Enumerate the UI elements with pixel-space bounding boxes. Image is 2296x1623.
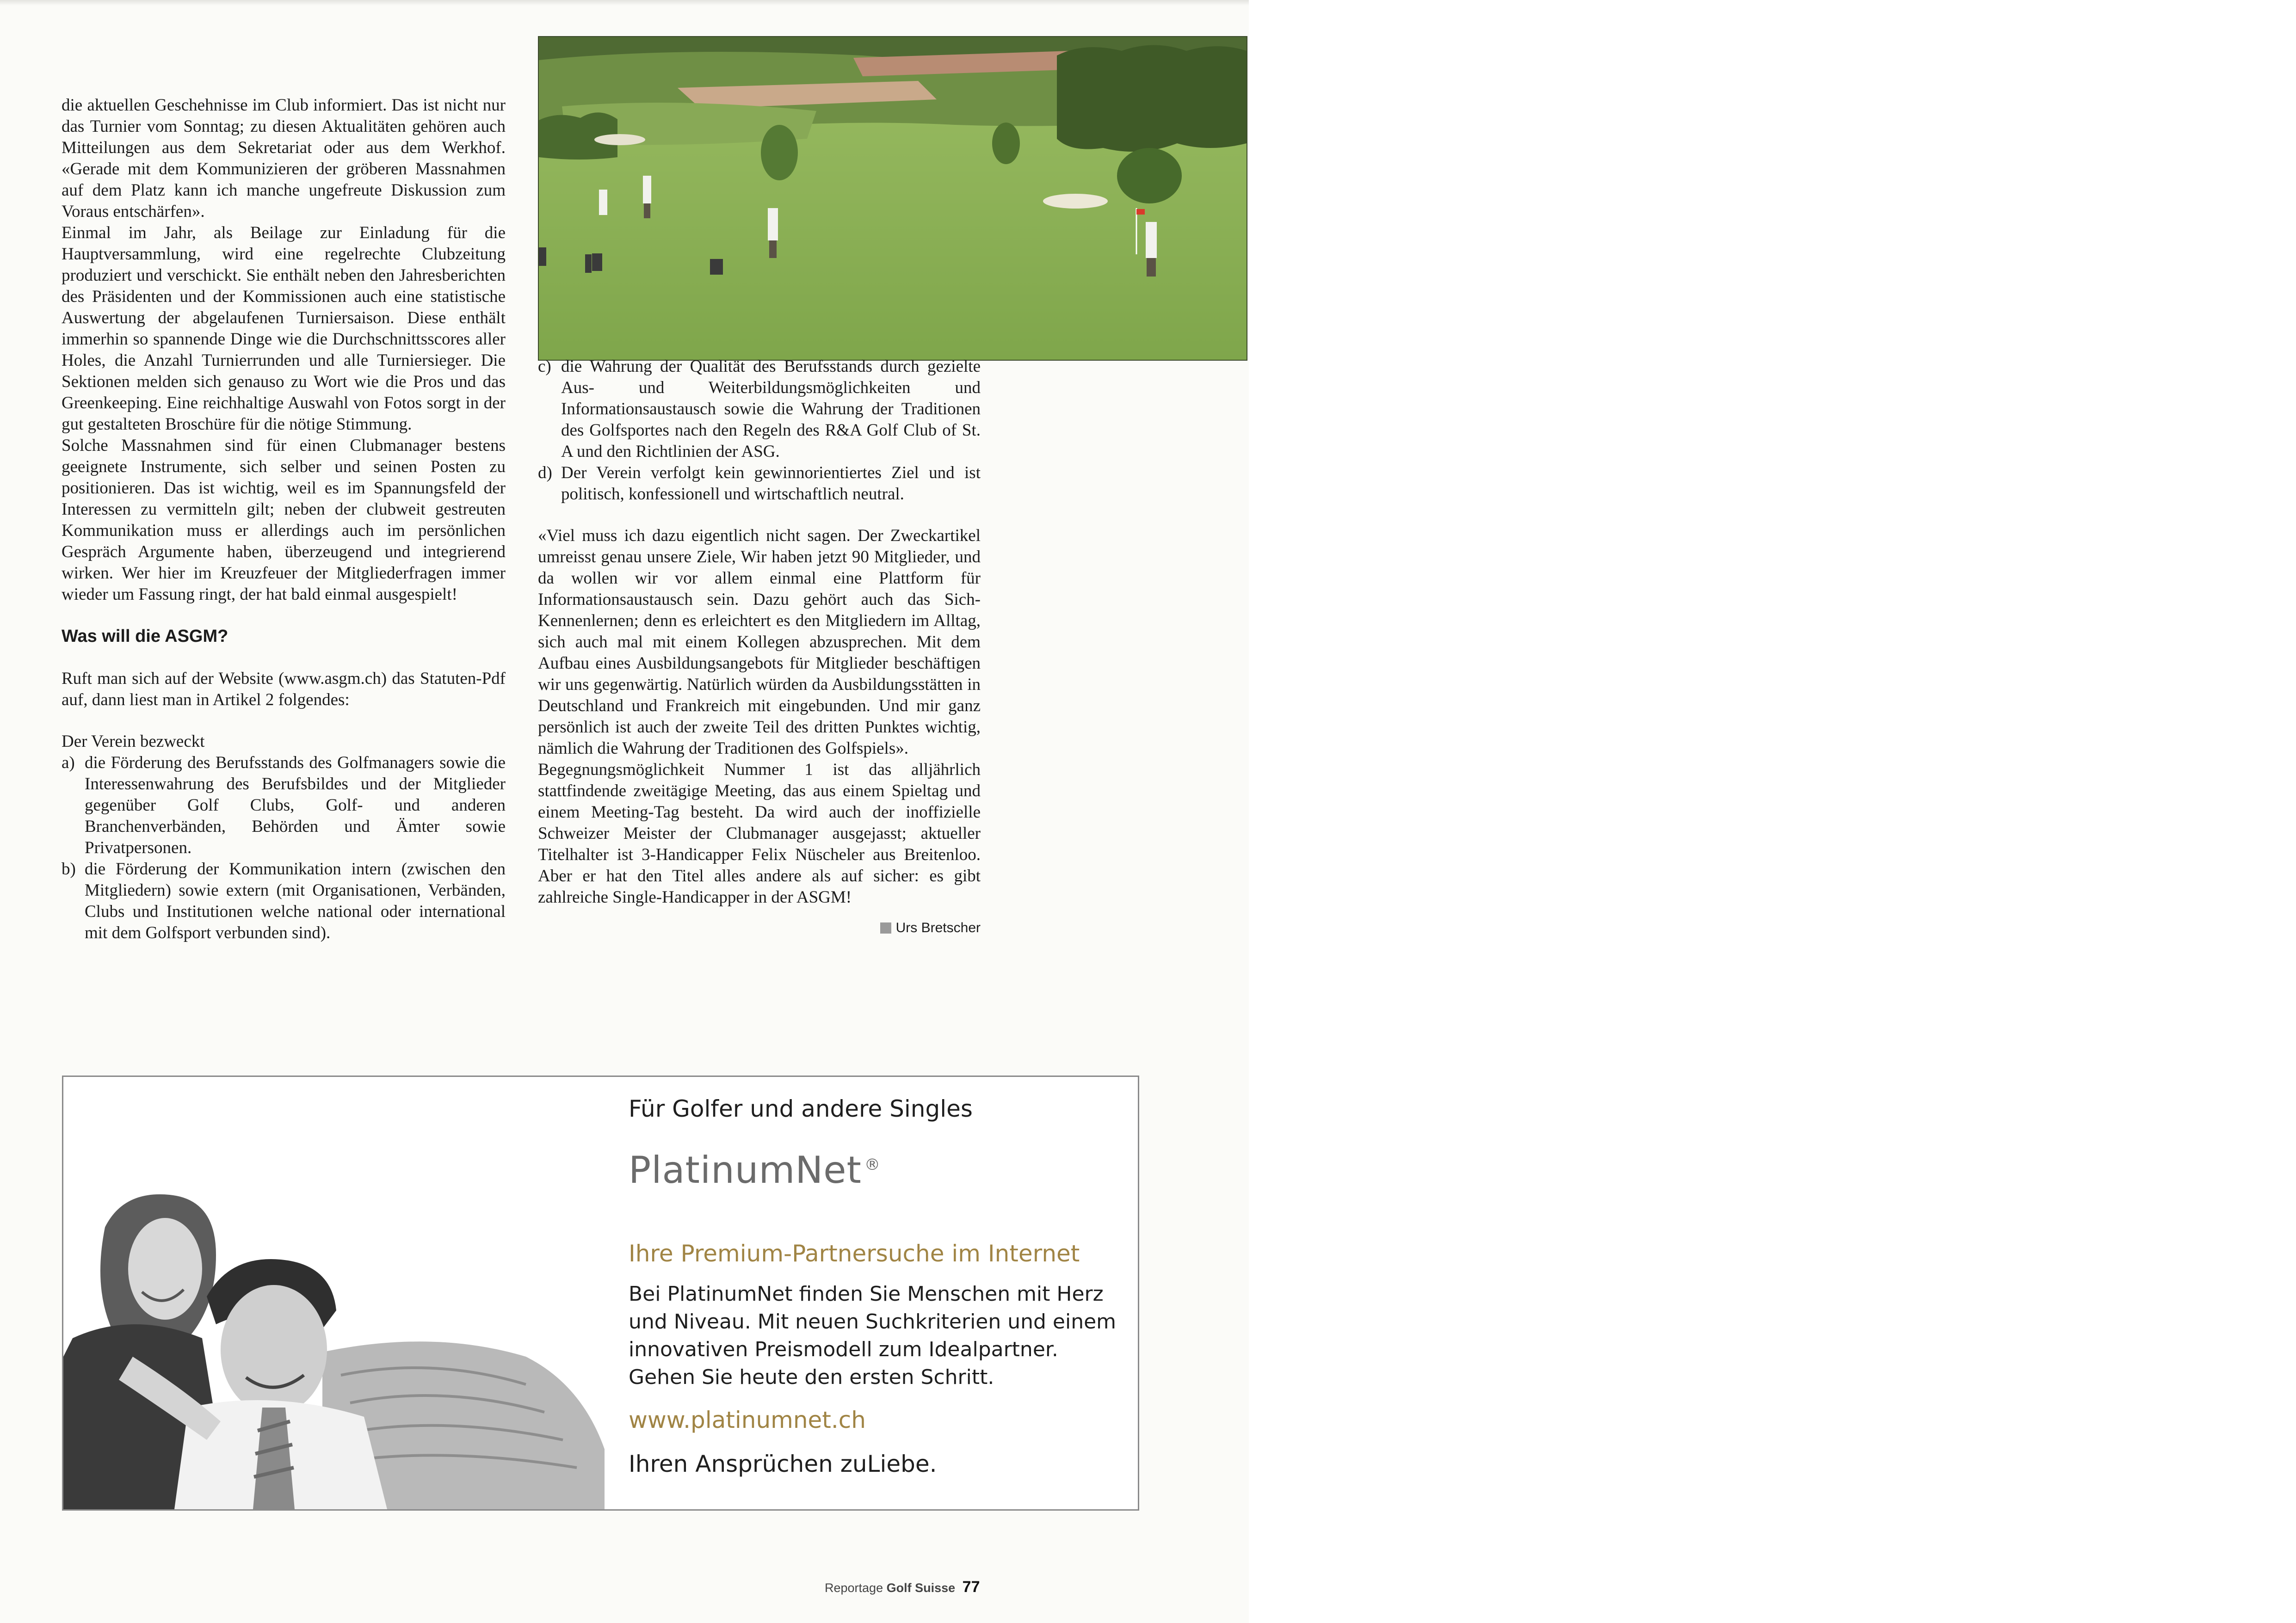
- article-paragraph: die aktuellen Geschehnisse im Club informiert. Das ist nicht nur das Turnier vom Sonntag; zu diesen Aktualitäten gehören auch Mitteilungen aus dem Sekretariat oder aus dem Werkhof. «Gerade mit dem Kommunizieren der gröberen Massnahmen auf dem Platz kann ich manche ungefreute Diskussion zum Voraus entschärfen».: [62, 96, 506, 221]
- ad-subline: Ihre Premium-Partnersuche im Internet: [629, 1240, 1080, 1267]
- logo-text-net: Net: [795, 1149, 862, 1192]
- golf-course-photo: [538, 36, 1247, 361]
- platinumnet-advertisement: [62, 1076, 1139, 1511]
- statute-item-d: [538, 462, 981, 505]
- author-name: Urs Bretscher: [895, 920, 981, 935]
- page-footer: [825, 1578, 980, 1596]
- statute-item-c: [538, 356, 981, 462]
- list-marker: b): [62, 860, 76, 879]
- footer-magazine: Golf Suisse: [886, 1581, 956, 1595]
- statute-item-b: [62, 859, 506, 944]
- byline-square-icon: [880, 922, 891, 934]
- author-byline: [538, 917, 981, 939]
- statute-lead: Der Verein bezweckt: [62, 732, 205, 751]
- page-number: 77: [962, 1578, 980, 1596]
- platinumnet-logo: [629, 1149, 881, 1192]
- list-text: die Wahrung der Qualität des Berufsstands durch gezielte Aus- und Weiterbildungsmöglichkeiten und Informationsaustausch sowie die Wahrung der Traditionen des Golfsportes nach den Regeln des R&A Golf Club of St. A und den Richtlinien der ASG.: [561, 357, 981, 461]
- article-paragraph: Solche Massnahmen sind für einen Clubmanager bestens geeignete Instrumente, sich selber und seinen Posten zu positionieren. Das ist wichtig, weil es im Spannungsfeld der Interessen zu vermitteln gilt; neben der clubweit gestreuten Kommunikation muss er allerdings auch im persönlichen Gespräch Argumente haben, überzeugend und integrierend wirken. Wer hier im Kreuzfeuer der Mitgliederfragen immer wieder um Fassung ringt, der hat bald einmal ausgespielt!: [62, 436, 506, 604]
- article-paragraph: «Viel muss ich dazu eigentlich nicht sagen. Der Zweckartikel umreisst genau unsere Ziele, Wir haben jetzt 90 Mitglieder, und da wollen wir vor allem einmal eine Plattform für Informationsaustausch sein. Dazu gehört auch das Sich-Kennenlernen; denn es erleichtert es den Mitgliedern im Alltag, sich auch mal mit einem Kollegen abzusprechen. Mit dem Aufbau eines Ausbildungsangebots für Mitglieder beschäftigen wir uns gegenwärtig. Natürlich würden da Ausbildungsstätten in Deutschland und Frankreich mit eingebunden. Und mir ganz persönlich ist auch der zweite Teil des dritten Punktes wichtig, nämlich die Wahrung der Traditionen des Golfspiels».: [538, 526, 981, 758]
- list-text: die Förderung der Kommunikation intern (zwischen den Mitgliedern) sowie extern (mit Organisationen, Verbänden, Clubs und Institutionen welche national oder international mit dem Golfsport verbunden sind).: [85, 860, 506, 942]
- section-heading: Was will die ASGM?: [62, 627, 228, 646]
- list-text: die Förderung des Berufsstands des Golfmanagers sowie die Interessenwahrung des Berufsbildes und der Mitglieder gegenüber Golf Clubs, Golf- und anderen Branchenverbänden, Behörden und Ämter sowie Privatpersonen.: [85, 753, 506, 857]
- article-paragraph: Ruft man sich auf der Website (www.asgm.ch) das Statuten-Pdf auf, dann liest man in Artikel 2 folgendes:: [62, 669, 506, 709]
- ad-website-link[interactable]: www.platinumnet.ch: [629, 1407, 866, 1433]
- list-marker: a): [62, 753, 75, 772]
- ad-headline: Für Golfer und andere Singles: [629, 1095, 973, 1122]
- ad-body-text: Bei PlatinumNet finden Sie Menschen mit Herz und Niveau. Mit neuen Suchkriterien und einem innovativen Preismodell zum Idealpartner. Gehen Sie heute den ersten Schritt.: [629, 1282, 1117, 1389]
- footer-section: Reportage: [825, 1581, 883, 1595]
- logo-text-platinum: Platinum: [629, 1149, 796, 1192]
- article-column-1: [62, 95, 506, 944]
- article-paragraph: Begegnungsmöglichkeit Nummer 1 ist das alljährlich stattfindende zweitägige Meeting, das aus einem Spieltag und einem Meeting-Tag besteht. Da wird auch der inoffizielle Schweizer Meister der Clubmanager ausgejasst; aktueller Titelhalter ist 3-Handicapper Felix Nüscheler aus Breitenloo. Aber er hat den Titel alles andere als auf sicher: es gibt zahlreiche Single-Handicapper in der ASGM!: [538, 760, 981, 907]
- statute-item-a: [62, 752, 506, 859]
- article-column-2: [538, 356, 981, 939]
- ad-slogan: Ihren Ansprüchen zuLiebe.: [629, 1451, 937, 1477]
- couple-photo: [63, 1190, 605, 1509]
- list-marker: c): [538, 357, 551, 376]
- registered-mark: ®: [864, 1156, 881, 1174]
- article-paragraph: Einmal im Jahr, als Beilage zur Einladung für die Hauptversammlung, wird eine regelrechte Clubzeitung produziert und verschickt. Sie enthält neben den Jahresberichten des Präsidenten und der Kommissionen auch eine statistische Auswertung der abgelaufenen Turniersaison. Diese enthält immerhin so spannende Dinge wie die Durchschnittsscores aller Holes, die Anzahl Turnierrunden und alle Turniersieger. Die Sektionen melden sich genauso zu Wort wie die Pros und das Greenkeeping. Eine reichhaltige Auswahl von Fotos sorgt in der gut gestalteten Broschüre für die nötige Stimmung.: [62, 223, 506, 434]
- list-text: Der Verein verfolgt kein gewinnorientiertes Ziel und ist politisch, konfessionell und wirtschaftlich neutral.: [561, 463, 981, 504]
- list-marker: d): [538, 463, 552, 482]
- page-top-edge: [0, 0, 1249, 6]
